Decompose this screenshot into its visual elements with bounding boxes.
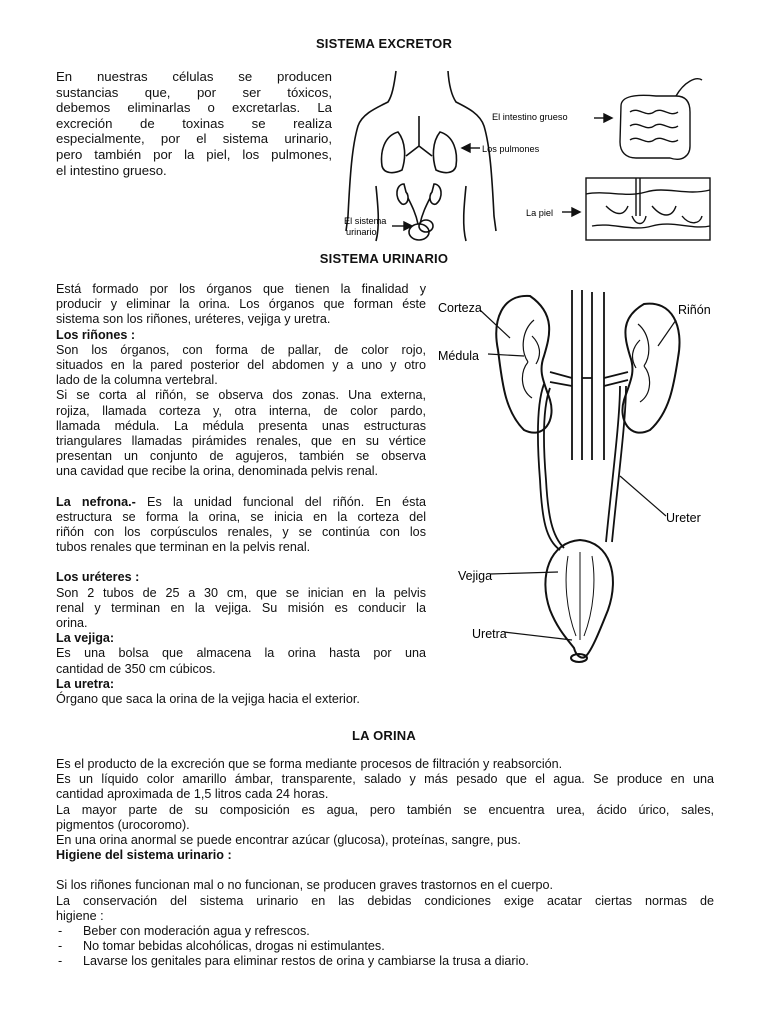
text-line: En una orina anormal se puede encontrar azúcar (glucosa), proteínas, sangre, pus.	[56, 833, 521, 848]
heading-kidneys: Los riñones :	[56, 327, 136, 342]
heading-bladder: La vejiga:	[56, 631, 115, 646]
list-item: - Lavarse los genitales para eliminar restos de orina y cambiarse la trusa a diario.	[56, 954, 714, 969]
text-line: llamada médula. La médula presenta unas estructuras	[56, 418, 426, 433]
label-ureter: Ureter	[666, 511, 701, 525]
text-line: pigmentos (urocoromo).	[56, 817, 190, 832]
text-line: higiene :	[56, 908, 104, 923]
text-line: riñón con los corpúsculos renales, y se continúa con los	[56, 525, 426, 540]
urinary-text	[56, 282, 426, 707]
intro-line: sustancias que, por ser tóxicos,	[56, 84, 332, 100]
text-line: Órgano que saca la orina de la vejiga hacia el exterior.	[56, 692, 360, 707]
illustration-arrows	[392, 114, 612, 230]
label-lungs: Los pulmones	[482, 144, 540, 154]
text-line: renal y terminan en la vejiga. Su misión es conducir la	[56, 600, 426, 615]
text-line: Es el producto de la excreción que se forma mediante procesos de filtración y reabsorción.	[56, 757, 563, 771]
text-line: Es un líquido color amarillo ámbar, transparente, salado y más pesado que el agua. Se produce en una	[56, 772, 714, 787]
label-bladder: Vejiga	[458, 569, 493, 583]
text-line: cantidad aproximada de 1,5 litros cada 24 horas.	[56, 787, 329, 802]
intro-line: especialmente, por el sistema urinario,	[56, 131, 332, 147]
text-line: sistema son los riñones, uréteres, vejiga y uretra.	[56, 312, 331, 327]
page-title: SISTEMA EXCRETOR	[315, 36, 453, 51]
text-line: Es una bolsa que almacena la orina hasta por una	[56, 646, 426, 661]
heading-nephron: La nefrona.-	[56, 494, 136, 509]
intro-line: En nuestras células se producen	[56, 69, 332, 84]
text-line: orina.	[56, 616, 88, 631]
text-line: estructura se forma la orina, se inicia en la corteza del	[56, 509, 426, 524]
intro-line: debemos eliminarlas o excretarlas. La	[56, 100, 332, 116]
text-line: Está formado por los órganos que tienen la finalidad y	[56, 282, 426, 296]
heading-ureters: Los uréteres :	[56, 570, 140, 585]
heading-urethra: La uretra:	[56, 676, 115, 691]
text-line: Si los riñones funcionan mal o no funcionan, se producen graves trastornos en el cuerpo.	[56, 878, 554, 893]
text-line: Son los órganos, con forma de pallar, de color rojo,	[56, 342, 426, 357]
label-urinary-system-l2: urinario	[346, 227, 377, 237]
text-line: rojiza, llamada corteza y, otra interna, de color pardo,	[56, 403, 426, 418]
section-title-urinary: SISTEMA URINARIO	[319, 251, 449, 266]
heading-hygiene: Higiene del sistema urinario :	[56, 848, 232, 863]
label-urethra: Uretra	[472, 627, 507, 641]
text-line: La conservación del sistema urinario en las debidas condiciones exige acatar ciertas normas de	[56, 893, 714, 908]
text-line: una cavidad que recibe la orina, denominada pelvis renal.	[56, 464, 379, 479]
bladder-figure	[545, 540, 613, 662]
hygiene-list	[56, 924, 714, 970]
text-line: Si se corta al riñón, se observa dos zonas. Una externa,	[56, 388, 426, 403]
intro-line: excreción de toxinas se realiza	[56, 115, 332, 131]
label-skin: La piel	[526, 208, 554, 218]
label-cortex: Corteza	[438, 301, 482, 315]
text-line: presentan un conjunto de agujeros, también se observa	[56, 449, 426, 464]
text-line: La mayor parte de su composición es agua, pero también se encuentra urea, ácido úrico, sales,	[56, 802, 714, 817]
text-line: Son 2 tubos de 25 a 30 cm, que se inician en la pelvis	[56, 585, 426, 600]
urinary-system-diagram	[432, 280, 722, 668]
text-line: producir y eliminar la orina. Los órganos que forman éste	[56, 297, 426, 312]
text-line: tubos renales que terminan en la pelvis renal.	[56, 540, 311, 555]
intro-line: el intestino grueso.	[56, 162, 167, 178]
label-intestine: El intestino grueso	[492, 112, 568, 122]
excretory-organs-illustration	[336, 66, 716, 248]
list-item: - No tomar bebidas alcohólicas, drogas ni estimulantes.	[56, 939, 714, 954]
list-item: - Beber con moderación agua y refrescos.	[56, 924, 714, 939]
skin-section-figure	[586, 178, 710, 240]
text-line: cantidad de 350 cm cúbicos.	[56, 661, 216, 676]
section-title-urine: LA ORINA	[352, 728, 416, 743]
intro-paragraph	[56, 69, 332, 178]
label-kidney: Riñón	[678, 303, 711, 317]
large-intestine-figure	[620, 79, 702, 159]
intro-line: pero también por la piel, los pulmones,	[56, 146, 332, 162]
text-line: La nefrona.- Es la unidad funcional del riñón. En ésta	[56, 494, 426, 509]
text-line: lado de la columna vertebral.	[56, 373, 218, 388]
text-line: triangulares llamadas pirámides renales, que en su vértice	[56, 434, 426, 449]
label-urinary-system-l1: El sistema	[344, 216, 387, 226]
kidneys-figure	[496, 296, 679, 433]
urine-text	[56, 757, 714, 970]
label-medulla: Médula	[438, 349, 479, 363]
text-line: situados en la pared posterior del abdomen y a uno y otro	[56, 358, 426, 373]
